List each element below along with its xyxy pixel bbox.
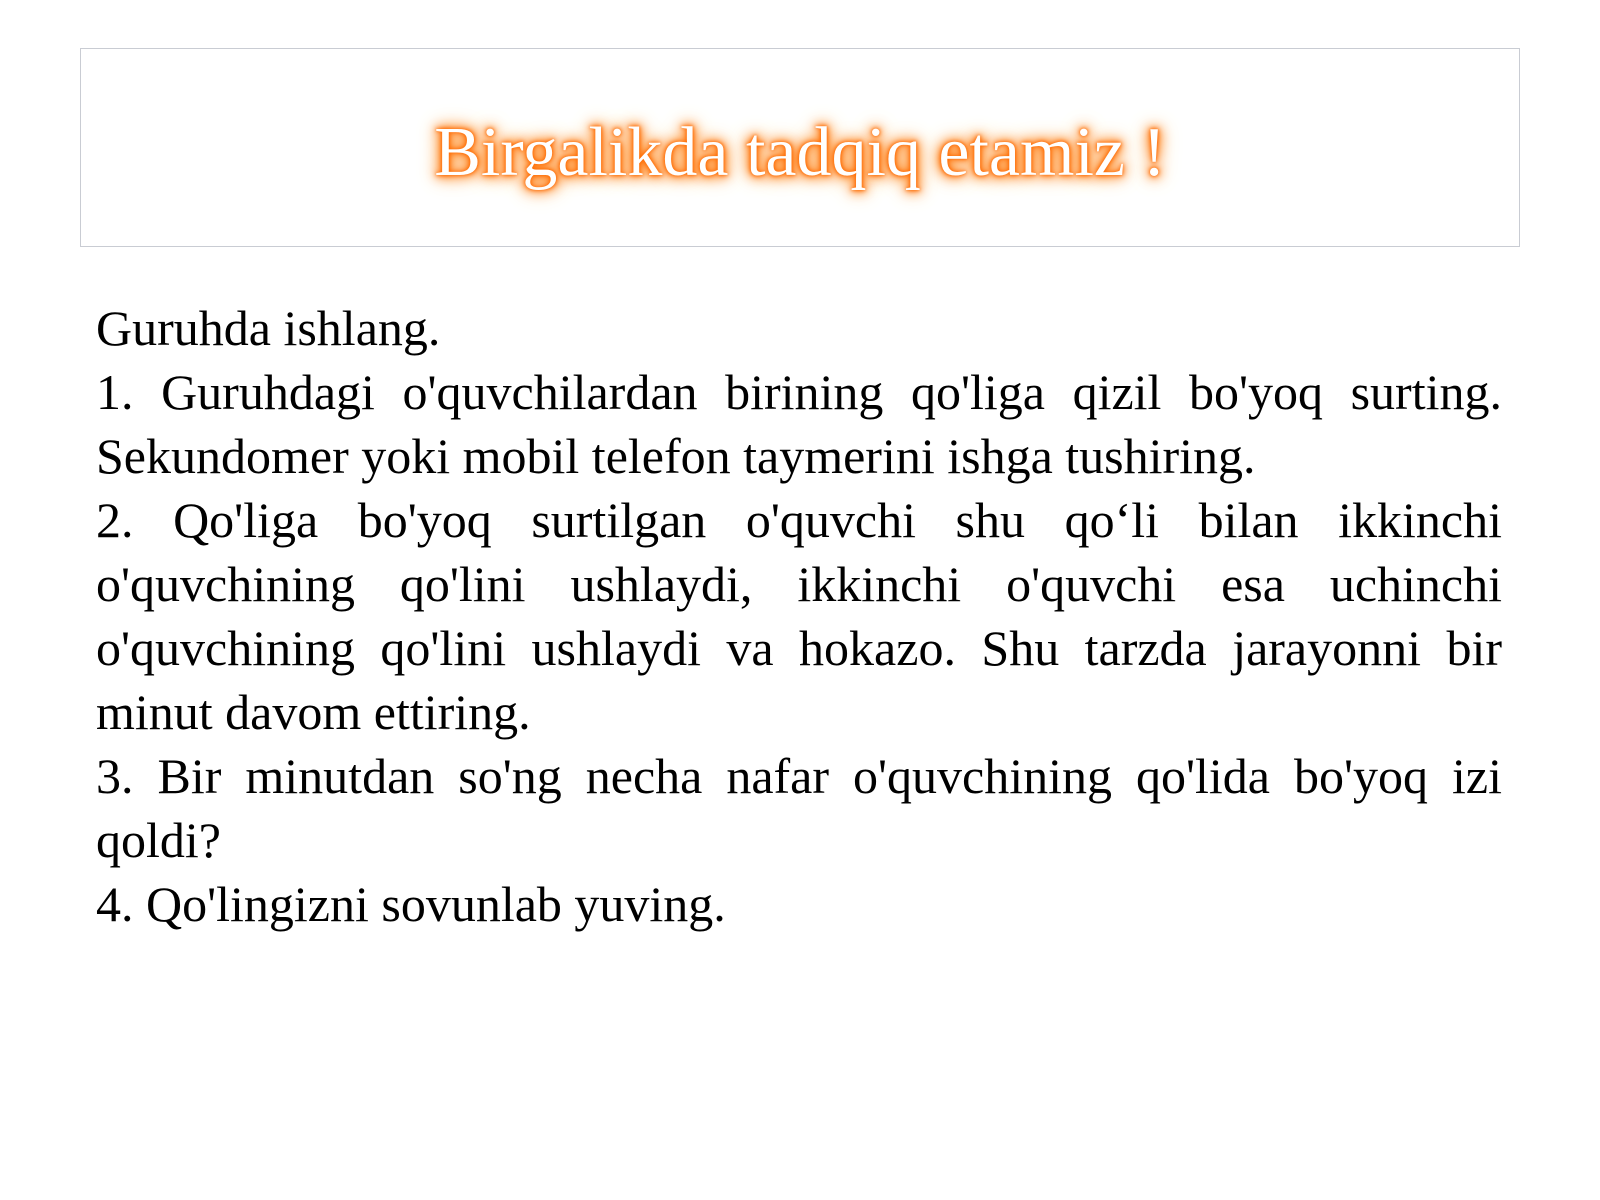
slide-title: Birgalikda tadqiq etamiz !	[434, 113, 1166, 191]
step-1: 1. Guruhdagi o'quvchilardan birining qo'liga qizil bo'yoq surting. Sekundomer yoki mobil telefon taymerini ishga tushiring.	[96, 364, 1502, 484]
step-4: 4. Qo'lingizni sovunlab yuving.	[96, 876, 726, 932]
slide-body	[96, 296, 1502, 936]
step-3: 3. Bir minutdan so'ng necha nafar o'quvchining qo'lida bo'yoq izi qoldi?	[96, 748, 1502, 868]
title-box	[80, 48, 1520, 247]
step-2: 2. Qo'liga bo'yoq surtilgan o'quvchi shu qo‘li bilan ikkinchi o'quvchining qo'lini ushlaydi, ikkinchi o'quvchi esa uchinchi o'quvchining qo'lini ushlaydi va hokazo. Shu tarzda jarayonni bir minut davom ettiring.	[96, 492, 1502, 740]
intro-text: Guruhda ishlang.	[96, 300, 441, 356]
